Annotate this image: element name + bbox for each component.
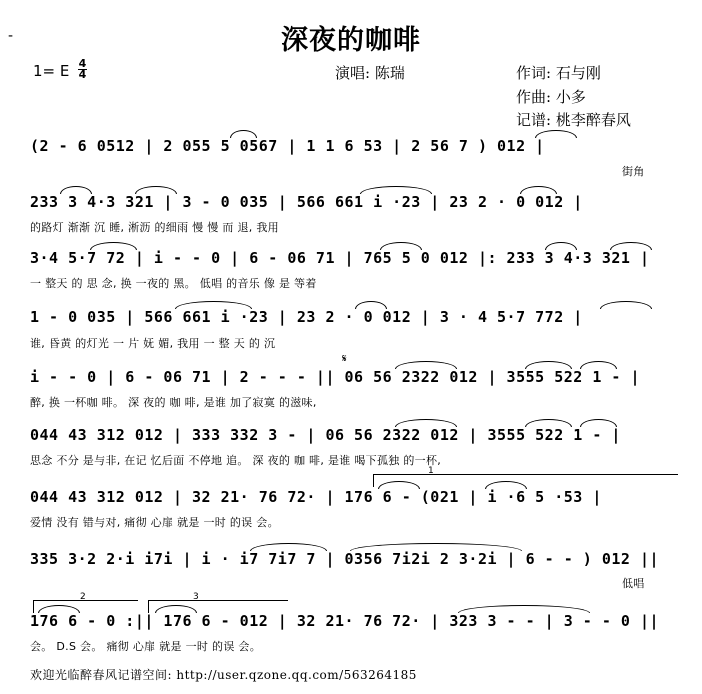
time-sig-bottom: 4 (78, 68, 87, 81)
notation-line-2: 233 3 4·3 321 | 3 - 0 035 | 566 661 i ·23 | 23 2 · 0 012 | (30, 193, 583, 211)
notation-line-6: 044 43 312 012 | 333 332 3 - | 06 56 2322 012 | 3555 522 1 - | (30, 426, 621, 444)
lyrics-line-3: 一 整天 的 思 念, 换 一夜的 黑。 低唱 的音乐 像 是 等着 (30, 277, 317, 290)
composer-credit: 作曲: 小多 (516, 88, 586, 106)
notation-line-7: 044 43 312 012 | 32 21· 76 72· | 176 6 - (021 | i ·6 5 ·53 | (30, 488, 602, 506)
lyrics-line-5: 醉, 换 一杯咖 啡。 深 夜的 咖 啡, 是谁 加了寂寞 的滋味, (30, 396, 317, 409)
lyrics-line-8: 低唱 (622, 577, 645, 590)
notation-line-9: 176 6 - 0 :|| 176 6 - 012 | 32 21· 76 72· | 323 3 - - | 3 - - 0 || (30, 612, 660, 630)
segno-sign: 𝄋 (342, 352, 347, 365)
footer-text: 欢迎光临醉春风记谱空间: http://user.qzone.qq.com/563264185 (30, 668, 417, 682)
notation-line-4: 1 - 0 035 | 566 661 i ·23 | 23 2 · 0 012 | 3 · 4 5·7 772 | (30, 308, 583, 326)
notation-line-1: (2 - 6 0512 | 2 055 5 0567 | 1 1 6 53 | 2 56 7 ) 012 | (30, 137, 545, 155)
lyricist-credit: 作词: 石与刚 (516, 64, 601, 82)
lyrics-line-2: 的路灯 渐渐 沉 睡, 淅沥 的细雨 慢 慢 而 退, 我用 (30, 221, 279, 234)
transcriber-credit: 记谱: 桃李醉春风 (516, 111, 631, 129)
notation-line-3: 3·4 5·7 72 | i - - 0 | 6 - 06 71 | 765 5 0 012 |: 233 3 4·3 321 | (30, 249, 650, 267)
song-title: 深夜的咖啡 (281, 25, 421, 56)
singer-credit: 演唱: 陈瑞 (335, 64, 405, 82)
lyrics-line-4: 谁, 昏黄 的灯光 一 片 妩 媚, 我用 一 整 天 的 沉 (30, 337, 276, 350)
time-signature (78, 59, 87, 80)
time-sig-top: 4 (78, 57, 87, 70)
volta-1-number: 1 (428, 466, 434, 476)
notation-line-5: i - - 0 | 6 - 06 71 | 2 - - - || 06 56 2322 012 | 3555 522 1 - | (30, 368, 640, 386)
lyrics-line-9: 会。 D.S 会。 痛彻 心扉 就是 一时 的误 会。 (30, 640, 262, 653)
page-marker-dash: - (8, 28, 14, 44)
notation-line-8: 335 3·2 2·i i7i | i · i7 7i7 7 | 0356 7i2i 2 3·2i | 6 - - ) 012 || (30, 550, 660, 568)
lyrics-line-1: 街角 (622, 165, 645, 178)
volta-2-number: 2 (80, 592, 86, 602)
key-signature: 1= E (33, 62, 70, 80)
lyrics-line-7: 爱情 没有 错与对, 痛彻 心扉 就是 一时 的误 会。 (30, 516, 279, 529)
lyrics-line-6: 思念 不分 是与非, 在记 忆后面 不停地 追。 深 夜的 咖 啡, 是谁 喝下孤独 的一杯, (30, 454, 442, 467)
volta-3-number: 3 (193, 592, 199, 602)
